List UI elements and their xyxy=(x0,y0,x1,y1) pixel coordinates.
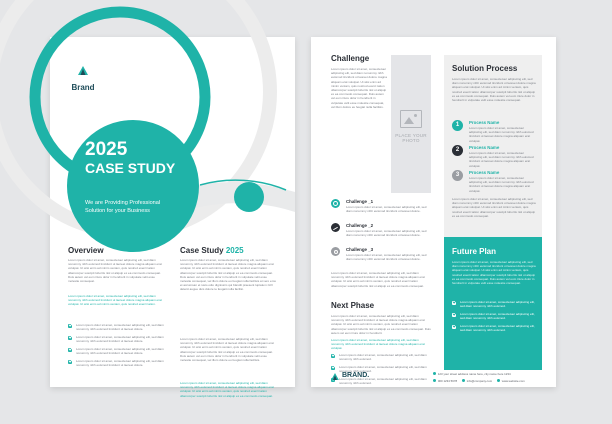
casestudy-highlight: Lorem ipsum dolor sit amet, consectetuer adipiscing elit, sed diam nonummy nibh euismod tincidunt ut laoreet dolore magna aliquam erat volutpat. Ut wisi enim ad minim veniam, quis nostrud exerci tation ullamcorper suscipit lobortis nisl ut aliquip ex ea commodo consequat. xyxy=(180,381,274,398)
overview-bullet-text: Lorem ipsum dolor sit amet, consectetuer adipiscing elit, sed diam nonummy nibh euismod tincidunt ut laoreet dolore. xyxy=(76,347,164,355)
footer-address xyxy=(433,372,511,376)
overview-bullet-text: Lorem ipsum dolor sit amet, consectetuer adipiscing elit, sed diam nonummy nibh euismod tincidunt ut laoreet dolore. xyxy=(76,335,164,343)
checkbox-icon xyxy=(331,354,335,358)
cover-tagline-line2: Solution for your Business xyxy=(85,208,150,214)
checkbox-icon xyxy=(452,325,456,329)
challenge-after-text: Lorem ipsum dolor sit amet, consectetuer adipiscing elit, sed diam nonummy nibh euismod tincidunt ut laoreet dolore magna aliquam erat volutpat. Ut wisi enim ad minim veniam, quis nostrud exerci tation ullamcorper suscipit lobortis nisl ut aliquip ex ea commodo consequat. xyxy=(331,271,425,288)
solution-after-text: Lorem ipsum dolor sit amet, consectetuer adipiscing elit, sed diam nonummy nibh euismod tincidunt ut laoreet dolore magna aliquam erat volutpat. Ut wisi enim ad minim veniam, quis nostrud exerci tation ullamcorper suscipit lobortis nisl ut aliquip ex ea commodo consequat. xyxy=(452,197,536,218)
process-1-label: Process Name xyxy=(469,120,500,125)
footer-website: www.website.com xyxy=(501,379,525,383)
future-plan-bullet-text: Lorem ipsum dolor sit amet, consectetuer adipiscing elit, sed diam nonummy nibh euismod. xyxy=(460,312,535,320)
process-2-number-badge: 2 xyxy=(452,145,463,156)
checkbox-icon xyxy=(452,313,456,317)
overview-highlight: Lorem ipsum dolor sit amet, consectetuer adipiscing elit, sed diam nonummy nibh euismod tincidunt ut laoreet dolore magna aliquam erat volutpat. Ut wisi enim ad minim veniam, quis nostrud exerci tation. xyxy=(68,294,162,307)
gear-icon xyxy=(331,247,340,256)
cover-small-teal-circle xyxy=(234,182,264,212)
future-plan-heading: Future Plan xyxy=(452,247,497,256)
footer-contacts xyxy=(433,379,525,383)
nextphase-bullet-text: Lorem ipsum dolor sit amet, consectetuer adipiscing elit, sed diam nonummy nibh euismod. xyxy=(339,353,427,361)
process-1-text: Lorem ipsum dolor sit amet, consectetuer adipiscing elit, sed diam nonummy nibh euismod tincidunt ut laoreet dolore magna aliquam erat volutpat. xyxy=(469,126,534,143)
challenge-photo-placeholder xyxy=(391,55,431,193)
overview-bullet xyxy=(68,323,166,331)
brand-triangle-icon xyxy=(331,373,339,380)
checkbox-icon xyxy=(68,336,72,340)
cover-tagline-line1: We are Providing Professional xyxy=(85,200,161,206)
nextphase-bullet-text: Lorem ipsum dolor sit amet, consectetuer adipiscing elit, sed diam nonummy nibh euismod. xyxy=(339,377,427,385)
phone-icon xyxy=(433,379,436,382)
overview-bullet-text: Lorem ipsum dolor sit amet, consectetuer adipiscing elit, sed diam nonummy nibh euismod tincidunt ut laoreet dolore. xyxy=(76,359,164,367)
challenge-2-text: Lorem ipsum dolor sit amet, consectetuer adipiscing elit, sed diam nonummy nibh euismod tincidunt ut laoreet dolore. xyxy=(346,229,427,238)
chart-icon xyxy=(331,223,340,232)
solution-process-heading: Solution Process xyxy=(452,64,518,73)
challenge-body: Lorem ipsum dolor sit amet, consectetuer adipiscing elit, sed diam nonummy nibh euismod tincidunt ut laoreet dolore magna aliquam erat volutpat. Ut wisi enim ad minim veniam, quis nostrud exerci tation ullamcorper suscipit lobortis nisl ut aliquip ex ea commodo consequat. Duis autem vel eum iriure dolor in hendrerit in vulputate velit esse molestie consequat, vel illum dolore eu feugiat nulla facilisis. xyxy=(331,67,387,109)
nextphase-highlight: Lorem ipsum dolor sit amet, consectetuer adipiscing elit, sed diam nonummy nibh euismod tincidunt ut laoreet dolore magna aliquam erat volutpat. xyxy=(331,338,425,351)
overview-bullet-list xyxy=(68,323,166,371)
overview-body: Lorem ipsum dolor sit amet, consectetuer adipiscing elit, sed diam nonummy nibh euismod tincidunt ut laoreet dolore magna aliquam erat volutpat. Ut wisi enim ad minim veniam, quis nostrud exerci tation ullamcorper suscipit lobortis nisl ut aliquip ex ea commodo consequat. Duis autem vel eum iriure dolor in hendrerit in vulputate velit esse molestie consequat. xyxy=(68,258,162,284)
checkbox-icon xyxy=(331,366,335,370)
future-plan-bullet-text: Lorem ipsum dolor sit amet, consectetuer adipiscing elit, sed diam nonummy nibh euismod. xyxy=(460,300,535,308)
target-icon xyxy=(331,199,340,208)
challenge-1-text: Lorem ipsum dolor sit amet, consectetuer adipiscing elit, sed diam nonummy nibh euismod tincidunt ut laoreet dolore. xyxy=(346,205,427,214)
footer-address-text: 123 your street address name here, city name here 1234 xyxy=(437,372,511,376)
checkbox-icon xyxy=(68,324,72,328)
casestudy-body-2: Lorem ipsum dolor sit amet, consectetuer adipiscing elit, sed diam nonummy nibh euismod tincidunt ut laoreet dolore magna aliquam erat volutpat. Ut wisi enim ad minim veniam, quis nostrud exerci tation ullamcorper suscipit lobortis nisl ut aliquip ex ea commodo consequat. Duis autem vel eum iriure dolor in hendrerit in vulputate velit esse molestie consequat, vel illum dolore eu feugiat nulla facilisis. xyxy=(180,337,274,363)
process-3-label: Process Name xyxy=(469,170,500,175)
globe-icon xyxy=(497,379,500,382)
nextphase-body: Lorem ipsum dolor sit amet, consectetuer adipiscing elit, sed diam nonummy nibh euismod tincidunt ut laoreet dolore magna aliquam erat volutpat. Ut wisi enim ad minim veniam, quis nostrud exerci tation ullamcorper suscipit lobortis nisl ut aliquip ex ea commodo consequat. Duis autem vel eum iriure dolor in hendrerit. xyxy=(331,314,431,335)
nextphase-heading: Next Phase xyxy=(331,301,375,310)
footer-email: info@company.com xyxy=(466,379,493,383)
casestudy-year: 2025 xyxy=(225,246,244,255)
future-plan-bullet xyxy=(452,312,538,320)
image-placeholder-icon xyxy=(400,110,422,128)
challenge-heading: Challenge xyxy=(331,54,370,63)
process-2-text: Lorem ipsum dolor sit amet, consectetuer adipiscing elit, sed diam nonummy nibh euismod tincidunt ut laoreet dolore magna aliquam erat volutpat. xyxy=(469,151,534,168)
checkbox-icon xyxy=(452,301,456,305)
brochure-page-front xyxy=(50,37,295,398)
future-plan-bullet xyxy=(452,324,538,332)
location-pin-icon xyxy=(433,372,436,375)
photo-placeholder-text-line1: PLACE YOUR xyxy=(395,133,427,138)
brand-triangle-icon xyxy=(78,66,88,75)
solution-process-body: Lorem ipsum dolor sit amet, consectetuer adipiscing elit, sed diam nonummy nibh euismod tincidunt ut laoreet dolore magna aliquam erat volutpat. Ut wisi enim ad minim veniam, quis nostrud exerci tation ullamcorper suscipit lobortis nisl ut aliquip ex ea commodo consequat. Duis autem vel eum iriure dolor in hendrerit in vulputate velit esse molestie consequat. xyxy=(452,77,536,103)
overview-bullet xyxy=(68,359,166,367)
photo-placeholder-text-line2: PHOTO xyxy=(402,138,420,143)
footer xyxy=(311,372,556,387)
nextphase-bullet xyxy=(331,353,431,361)
future-plan-bullet-list xyxy=(452,300,538,336)
future-plan-bullet xyxy=(452,300,538,308)
footer-phone: 000 1234 5678 xyxy=(437,379,458,383)
process-3-number-badge: 3 xyxy=(452,170,463,181)
future-plan-bullet-text: Lorem ipsum dolor sit amet, consectetuer adipiscing elit, sed diam nonummy nibh euismod. xyxy=(460,324,535,332)
challenge-1-label: Challenge _1 xyxy=(346,199,374,204)
brochure-page-inside xyxy=(311,37,556,387)
cover-title: CASE STUDY xyxy=(85,160,176,176)
overview-bullet xyxy=(68,347,166,355)
casestudy-title: Case Study xyxy=(180,246,224,255)
challenge-3-text: Lorem ipsum dolor sit amet, consectetuer adipiscing elit, sed diam nonummy nibh euismod tincidunt ut laoreet dolore. xyxy=(346,253,427,262)
overview-bullet-text: Lorem ipsum dolor sit amet, consectetuer adipiscing elit, sed diam nonummy nibh euismod tincidunt ut laoreet dolore. xyxy=(76,323,164,331)
overview-bullet xyxy=(68,335,166,343)
checkbox-icon xyxy=(68,360,72,364)
cover-year: 2025 xyxy=(85,139,128,160)
casestudy-body: Lorem ipsum dolor sit amet, consectetuer adipiscing elit, sed diam nonummy nibh euismod tincidunt ut laoreet dolore magna aliquam erat volutpat. Ut wisi enim ad minim veniam, quis nostrud exerci tation ullamcorper suscipit lobortis nisl ut aliquip ex ea commodo consequat. Duis autem vel eum iriure dolor in hendrerit in vulputate velit esse molestie consequat, vel illum dolore eu feugiat nulla facilisis at vero eros et accumsan et iusto odio dignissim qui blandit praesent luptatum zzril delenit augue duis dolore te feugait nulla facilisi. xyxy=(180,258,276,292)
future-plan-body: Lorem ipsum dolor sit amet, consectetuer adipiscing elit, sed diam nonummy nibh euismod tincidunt ut laoreet dolore magna aliquam erat volutpat. Ut wisi enim ad minim veniam, quis nostrud exerci tation ullamcorper suscipit lobortis nisl ut aliquip ex ea commodo consequat. Duis autem vel eum iriure dolor in hendrerit in vulputate velit esse molestie consequat. xyxy=(452,260,536,286)
casestudy-heading xyxy=(180,246,244,255)
brand-logo xyxy=(68,66,98,95)
process-1-number-badge: 1 xyxy=(452,120,463,131)
nextphase-bullet-text: Lorem ipsum dolor sit amet, consectetuer adipiscing elit, sed diam nonummy nibh euismod. xyxy=(339,365,427,373)
brand-label: Brand xyxy=(71,83,95,92)
overview-heading: Overview xyxy=(68,246,104,255)
challenge-2-label: Challenge _2 xyxy=(346,223,374,228)
challenge-3-label: Challenge _3 xyxy=(346,247,374,252)
email-icon xyxy=(462,379,465,382)
footer-brand: BRAND. xyxy=(342,372,370,379)
checkbox-icon xyxy=(68,348,72,352)
process-2-label: Process Name xyxy=(469,145,500,150)
process-3-text: Lorem ipsum dolor sit amet, consectetuer adipiscing elit, sed diam nonummy nibh euismod tincidunt ut laoreet dolore magna aliquam erat volutpat. xyxy=(469,176,534,193)
